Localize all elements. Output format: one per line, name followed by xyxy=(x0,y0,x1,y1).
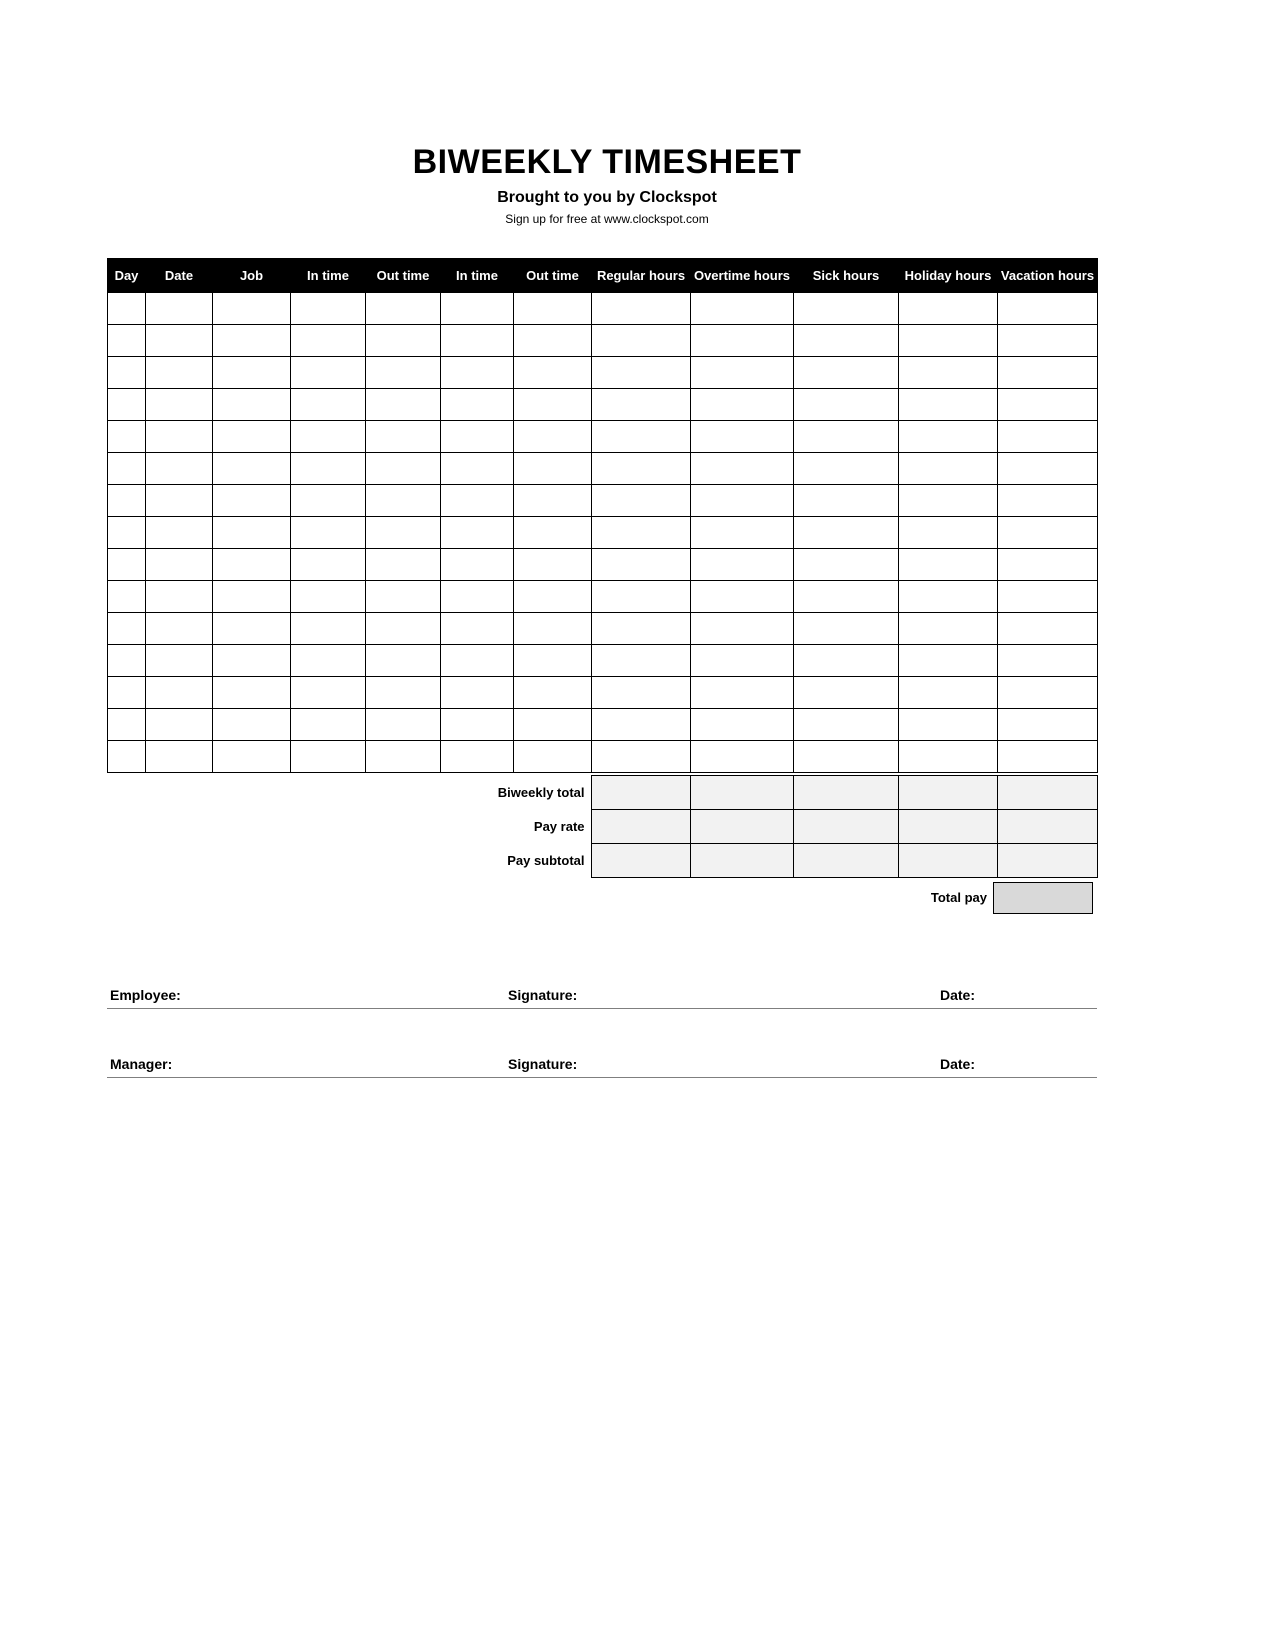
timesheet-cell[interactable] xyxy=(366,325,441,357)
timesheet-cell[interactable] xyxy=(213,613,291,645)
timesheet-cell[interactable] xyxy=(441,709,514,741)
column-header-date: Date xyxy=(146,259,213,293)
timesheet-cell[interactable] xyxy=(514,485,592,517)
timesheet-cell[interactable] xyxy=(998,645,1098,677)
timesheet-cell[interactable] xyxy=(691,293,794,325)
timesheet-cell[interactable] xyxy=(213,581,291,613)
timesheet-cell[interactable] xyxy=(592,293,691,325)
timesheet-cell[interactable] xyxy=(366,613,441,645)
summary-table xyxy=(107,775,1098,878)
timesheet-cell[interactable] xyxy=(899,741,998,773)
timesheet-cell[interactable] xyxy=(514,293,592,325)
timesheet-cell[interactable] xyxy=(108,325,146,357)
timesheet-cell[interactable] xyxy=(899,421,998,453)
timesheet-cell[interactable] xyxy=(146,517,213,549)
timesheet-cell[interactable] xyxy=(213,709,291,741)
manager-signature-label: Signature: xyxy=(508,1056,578,1072)
timesheet-cell[interactable] xyxy=(366,677,441,709)
page-subtitle: Brought to you by Clockspot xyxy=(497,189,717,206)
timesheet-cell[interactable] xyxy=(291,549,366,581)
column-header-vacation-hours: Vacation hours xyxy=(998,259,1098,293)
timesheet-cell[interactable] xyxy=(441,325,514,357)
timesheet-cell[interactable] xyxy=(291,581,366,613)
timesheet-cell[interactable] xyxy=(592,613,691,645)
timesheet-cell[interactable] xyxy=(213,645,291,677)
timesheet-cell[interactable] xyxy=(366,741,441,773)
timesheet-cell[interactable] xyxy=(291,421,366,453)
timesheet-cell[interactable] xyxy=(998,389,1098,421)
timesheet-cell[interactable] xyxy=(794,325,899,357)
timesheet-cell[interactable] xyxy=(291,645,366,677)
summary-row-pay-subtotal xyxy=(107,844,1097,878)
timesheet-cell[interactable] xyxy=(514,677,592,709)
timesheet-cell[interactable] xyxy=(899,517,998,549)
timesheet-cell[interactable] xyxy=(691,325,794,357)
timesheet-cell[interactable] xyxy=(794,517,899,549)
timesheet-cell[interactable] xyxy=(213,741,291,773)
timesheet-cell[interactable] xyxy=(441,517,514,549)
timesheet-cell[interactable] xyxy=(146,677,213,709)
timesheet-cell[interactable] xyxy=(592,517,691,549)
timesheet-cell[interactable] xyxy=(691,709,794,741)
timesheet-cell[interactable] xyxy=(291,453,366,485)
timesheet-cell[interactable] xyxy=(291,517,366,549)
timesheet-cell[interactable] xyxy=(366,517,441,549)
timesheet-cell[interactable] xyxy=(998,453,1098,485)
timesheet-cell[interactable] xyxy=(514,389,592,421)
timesheet-cell[interactable] xyxy=(146,293,213,325)
timesheet-cell[interactable] xyxy=(291,389,366,421)
column-header-in-time-2: In time xyxy=(441,259,514,293)
timesheet-cell[interactable] xyxy=(146,421,213,453)
timesheet-cell[interactable] xyxy=(514,421,592,453)
timesheet-cell[interactable] xyxy=(291,357,366,389)
timesheet-cell[interactable] xyxy=(213,677,291,709)
summary-row-pay-rate xyxy=(107,810,1097,844)
timesheet-cell[interactable] xyxy=(441,613,514,645)
timesheet-cell[interactable] xyxy=(592,325,691,357)
timesheet-cell[interactable] xyxy=(592,645,691,677)
column-header-job: Job xyxy=(213,259,291,293)
manager-signature-line xyxy=(107,1056,1097,1078)
timesheet-cell[interactable] xyxy=(998,709,1098,741)
timesheet-cell[interactable] xyxy=(213,293,291,325)
pay-rate-cell-overtime[interactable] xyxy=(690,810,793,844)
timesheet-cell[interactable] xyxy=(691,581,794,613)
biweekly-total-cell-sick[interactable] xyxy=(793,776,898,810)
timesheet-row xyxy=(108,485,1098,517)
timesheet-cell[interactable] xyxy=(514,741,592,773)
timesheet-cell[interactable] xyxy=(441,293,514,325)
timesheet-cell[interactable] xyxy=(108,293,146,325)
timesheet-cell[interactable] xyxy=(441,581,514,613)
timesheet-cell[interactable] xyxy=(691,485,794,517)
pay-subtotal-cell-sick[interactable] xyxy=(793,844,898,878)
timesheet-cell[interactable] xyxy=(441,421,514,453)
timesheet-cell[interactable] xyxy=(146,709,213,741)
timesheet-row xyxy=(108,741,1098,773)
pay-rate-label: Pay rate xyxy=(533,819,585,834)
timesheet-cell[interactable] xyxy=(691,389,794,421)
timesheet-cell[interactable] xyxy=(146,645,213,677)
timesheet-cell[interactable] xyxy=(441,741,514,773)
timesheet-cell[interactable] xyxy=(441,485,514,517)
timesheet-cell[interactable] xyxy=(691,453,794,485)
pay-subtotal-cell-overtime[interactable] xyxy=(690,844,793,878)
timesheet-cell[interactable] xyxy=(213,389,291,421)
timesheet-cell[interactable] xyxy=(899,581,998,613)
timesheet-cell[interactable] xyxy=(213,549,291,581)
timesheet-row xyxy=(108,325,1098,357)
timesheet-cell[interactable] xyxy=(366,453,441,485)
biweekly-total-cell-overtime[interactable] xyxy=(690,776,793,810)
timesheet-row xyxy=(108,293,1098,325)
timesheet-cell[interactable] xyxy=(291,613,366,645)
biweekly-total-label: Biweekly total xyxy=(497,785,585,800)
total-pay-cell[interactable] xyxy=(993,882,1093,914)
timesheet-cell[interactable] xyxy=(366,581,441,613)
timesheet-cell[interactable] xyxy=(146,453,213,485)
timesheet-cell[interactable] xyxy=(899,645,998,677)
timesheet-cell[interactable] xyxy=(691,613,794,645)
heading-block xyxy=(0,143,1214,226)
timesheet-cell[interactable] xyxy=(213,357,291,389)
timesheet-cell[interactable] xyxy=(592,709,691,741)
timesheet-row xyxy=(108,549,1098,581)
employee-signature-label: Signature: xyxy=(508,987,578,1003)
timesheet-cell[interactable] xyxy=(108,453,146,485)
timesheet-cell[interactable] xyxy=(213,325,291,357)
pay-rate-cell-sick[interactable] xyxy=(793,810,898,844)
timesheet-cell[interactable] xyxy=(691,517,794,549)
timesheet-row xyxy=(108,517,1098,549)
timesheet-cell[interactable] xyxy=(213,517,291,549)
timesheet-row xyxy=(108,645,1098,677)
total-pay-label: Total pay xyxy=(930,890,987,905)
timesheet-cell[interactable] xyxy=(899,389,998,421)
summary-row-biweekly-total xyxy=(107,776,1097,810)
timesheet-cell[interactable] xyxy=(108,549,146,581)
timesheet-cell[interactable] xyxy=(441,453,514,485)
timesheet-header-row xyxy=(108,259,1098,293)
timesheet-cell[interactable] xyxy=(366,485,441,517)
column-header-overtime-hours: Overtime hours xyxy=(691,259,794,293)
timesheet-cell[interactable] xyxy=(146,389,213,421)
timesheet-cell[interactable] xyxy=(998,677,1098,709)
timesheet-cell[interactable] xyxy=(291,293,366,325)
biweekly-total-cell-vacation[interactable] xyxy=(997,776,1097,810)
timesheet-cell[interactable] xyxy=(291,485,366,517)
timesheet-cell[interactable] xyxy=(592,741,691,773)
timesheet-cell[interactable] xyxy=(899,357,998,389)
timesheet-cell[interactable] xyxy=(366,293,441,325)
timesheet-cell[interactable] xyxy=(146,581,213,613)
timesheet-cell[interactable] xyxy=(291,677,366,709)
column-header-out-time-2: Out time xyxy=(514,259,592,293)
manager-label: Manager: xyxy=(110,1056,173,1072)
timesheet-cell[interactable] xyxy=(794,293,899,325)
timesheet-cell[interactable] xyxy=(108,677,146,709)
timesheet-cell[interactable] xyxy=(691,677,794,709)
column-header-day: Day xyxy=(108,259,146,293)
timesheet-cell[interactable] xyxy=(899,293,998,325)
total-pay-row xyxy=(107,882,1097,914)
timesheet-cell[interactable] xyxy=(514,453,592,485)
timesheet-cell[interactable] xyxy=(794,581,899,613)
timesheet-row xyxy=(108,357,1098,389)
timesheet-row xyxy=(108,677,1098,709)
timesheet-cell[interactable] xyxy=(691,421,794,453)
timesheet-cell[interactable] xyxy=(213,485,291,517)
timesheet-cell[interactable] xyxy=(514,645,592,677)
column-header-holiday-hours: Holiday hours xyxy=(899,259,998,293)
timesheet-cell[interactable] xyxy=(441,549,514,581)
timesheet-cell[interactable] xyxy=(592,357,691,389)
timesheet-cell[interactable] xyxy=(366,357,441,389)
timesheet-cell[interactable] xyxy=(794,421,899,453)
timesheet-body xyxy=(108,293,1098,773)
timesheet-cell[interactable] xyxy=(592,485,691,517)
timesheet-cell[interactable] xyxy=(108,613,146,645)
timesheet-cell[interactable] xyxy=(592,421,691,453)
timesheet-cell[interactable] xyxy=(592,389,691,421)
timesheet-cell[interactable] xyxy=(998,421,1098,453)
timesheet-cell[interactable] xyxy=(213,453,291,485)
timesheet-cell[interactable] xyxy=(899,677,998,709)
employee-date-label: Date: xyxy=(940,987,976,1003)
pay-rate-cell-vacation[interactable] xyxy=(997,810,1097,844)
timesheet-cell[interactable] xyxy=(794,485,899,517)
timesheet-table xyxy=(107,258,1098,773)
timesheet-cell[interactable] xyxy=(146,357,213,389)
manager-date-label: Date: xyxy=(940,1056,976,1072)
timesheet-cell[interactable] xyxy=(146,613,213,645)
timesheet-cell[interactable] xyxy=(514,549,592,581)
pay-rate-cell-holiday[interactable] xyxy=(898,810,997,844)
timesheet-cell[interactable] xyxy=(514,357,592,389)
pay-subtotal-cell-holiday[interactable] xyxy=(898,844,997,878)
timesheet-cell[interactable] xyxy=(514,709,592,741)
column-header-sick-hours: Sick hours xyxy=(794,259,899,293)
timesheet-cell[interactable] xyxy=(146,549,213,581)
timesheet-row xyxy=(108,389,1098,421)
timesheet-cell[interactable] xyxy=(213,421,291,453)
timesheet-cell[interactable] xyxy=(291,741,366,773)
timesheet-cell[interactable] xyxy=(441,389,514,421)
timesheet-cell[interactable] xyxy=(291,325,366,357)
timesheet-cell[interactable] xyxy=(899,709,998,741)
timesheet-cell[interactable] xyxy=(998,613,1098,645)
timesheet-cell[interactable] xyxy=(592,677,691,709)
timesheet-row xyxy=(108,421,1098,453)
timesheet-cell[interactable] xyxy=(998,549,1098,581)
timesheet-cell[interactable] xyxy=(794,709,899,741)
timesheet-cell[interactable] xyxy=(899,453,998,485)
timesheet-cell[interactable] xyxy=(899,549,998,581)
page-title: BIWEEKLY TIMESHEET xyxy=(412,143,802,181)
timesheet-cell[interactable] xyxy=(108,709,146,741)
employee-signature-line xyxy=(107,987,1097,1009)
timesheet-cell[interactable] xyxy=(998,357,1098,389)
timesheet-cell[interactable] xyxy=(998,741,1098,773)
timesheet-cell[interactable] xyxy=(998,325,1098,357)
timesheet-cell[interactable] xyxy=(691,741,794,773)
pay-subtotal-cell-regular[interactable] xyxy=(591,844,690,878)
timesheet-cell[interactable] xyxy=(108,421,146,453)
timesheet-cell[interactable] xyxy=(366,645,441,677)
signup-tagline: Sign up for free at www.clockspot.com xyxy=(505,212,709,226)
timesheet-row xyxy=(108,709,1098,741)
timesheet-cell[interactable] xyxy=(108,485,146,517)
timesheet-cell[interactable] xyxy=(794,677,899,709)
biweekly-total-cell-regular[interactable] xyxy=(591,776,690,810)
timesheet-cell[interactable] xyxy=(794,549,899,581)
timesheet-cell[interactable] xyxy=(794,613,899,645)
timesheet-cell[interactable] xyxy=(691,549,794,581)
timesheet-cell[interactable] xyxy=(899,485,998,517)
timesheet-cell[interactable] xyxy=(366,709,441,741)
timesheet-cell[interactable] xyxy=(108,645,146,677)
timesheet-cell[interactable] xyxy=(794,741,899,773)
timesheet-cell[interactable] xyxy=(366,421,441,453)
timesheet-cell[interactable] xyxy=(691,357,794,389)
timesheet-cell[interactable] xyxy=(291,709,366,741)
pay-subtotal-cell-vacation[interactable] xyxy=(997,844,1097,878)
timesheet-cell[interactable] xyxy=(899,325,998,357)
column-header-regular-hours: Regular hours xyxy=(592,259,691,293)
timesheet-cell[interactable] xyxy=(592,453,691,485)
timesheet-cell[interactable] xyxy=(794,389,899,421)
timesheet-cell[interactable] xyxy=(366,389,441,421)
timesheet-cell[interactable] xyxy=(146,325,213,357)
timesheet-cell[interactable] xyxy=(108,357,146,389)
timesheet-cell[interactable] xyxy=(899,613,998,645)
sheet-area xyxy=(107,258,1097,914)
timesheet-cell[interactable] xyxy=(998,517,1098,549)
timesheet-cell[interactable] xyxy=(108,389,146,421)
timesheet-cell[interactable] xyxy=(441,645,514,677)
timesheet-cell[interactable] xyxy=(794,645,899,677)
timesheet-row xyxy=(108,581,1098,613)
timesheet-cell[interactable] xyxy=(794,453,899,485)
timesheet-cell[interactable] xyxy=(998,293,1098,325)
timesheet-cell[interactable] xyxy=(998,485,1098,517)
timesheet-cell[interactable] xyxy=(514,517,592,549)
timesheet-cell[interactable] xyxy=(108,517,146,549)
timesheet-cell[interactable] xyxy=(514,613,592,645)
timesheet-cell[interactable] xyxy=(592,581,691,613)
timesheet-cell[interactable] xyxy=(514,325,592,357)
timesheet-cell[interactable] xyxy=(514,581,592,613)
timesheet-cell[interactable] xyxy=(794,357,899,389)
pay-rate-cell-regular[interactable] xyxy=(591,810,690,844)
timesheet-cell[interactable] xyxy=(108,581,146,613)
timesheet-cell[interactable] xyxy=(691,645,794,677)
timesheet-cell[interactable] xyxy=(441,677,514,709)
employee-label: Employee: xyxy=(110,987,181,1003)
timesheet-row xyxy=(108,453,1098,485)
timesheet-cell[interactable] xyxy=(366,549,441,581)
column-header-in-time-1: In time xyxy=(291,259,366,293)
biweekly-total-cell-holiday[interactable] xyxy=(898,776,997,810)
pay-subtotal-label: Pay subtotal xyxy=(507,853,585,868)
timesheet-cell[interactable] xyxy=(998,581,1098,613)
timesheet-cell[interactable] xyxy=(592,549,691,581)
timesheet-cell[interactable] xyxy=(146,485,213,517)
timesheet-row xyxy=(108,613,1098,645)
column-header-out-time-1: Out time xyxy=(366,259,441,293)
timesheet-cell[interactable] xyxy=(146,741,213,773)
timesheet-cell[interactable] xyxy=(108,741,146,773)
timesheet-cell[interactable] xyxy=(441,357,514,389)
